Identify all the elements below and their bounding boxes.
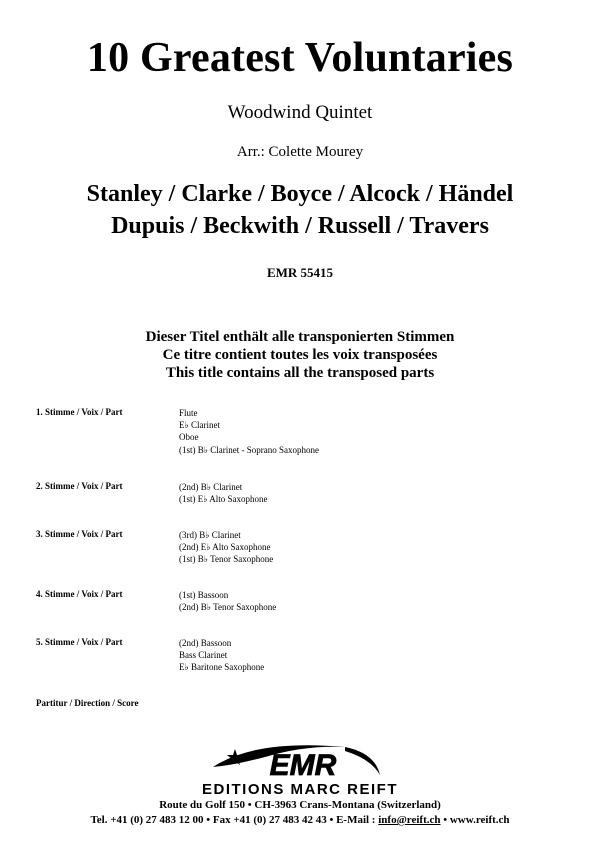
part-label: 4. Stimme / Voix / Part [36, 589, 123, 599]
emr-logo [195, 737, 405, 797]
instrument: (2nd) B♭ Clarinet [179, 482, 243, 492]
part-label: 3. Stimme / Voix / Part [36, 529, 123, 539]
logo-text: EMR [269, 749, 337, 782]
subtitle: Woodwind Quintet [227, 102, 373, 123]
publisher-address: Route du Golf 150 • CH-3963 Crans-Montana (Switzerland) [159, 799, 441, 811]
part-instruments [179, 589, 276, 613]
logo-swoosh-tail [345, 747, 380, 775]
instrument: (2nd) Bassoon [179, 638, 232, 648]
contact-phone-fax: Tel. +41 (0) 27 483 12 00 • Fax +41 (0) 27 483 42 43 • E-Mail : [90, 814, 379, 826]
notice-german: Dieser Titel enthält alle transponierten Stimmen [145, 329, 455, 345]
instrument: Oboe [179, 432, 199, 443]
instrument: (1st) Bassoon [179, 590, 229, 600]
composers-line-2: Dupuis / Beckwith / Russell / Travers [111, 213, 489, 239]
composers [0, 178, 600, 242]
contact-website[interactable]: • www.reift.ch [440, 814, 510, 826]
instrument: (3rd) B♭ Clarinet [179, 530, 241, 540]
notice-french: Ce titre contient toutes les voix transposées [162, 347, 438, 363]
composers-line-1: Stanley / Clarke / Boyce / Alcock / Händel [86, 181, 514, 207]
part-instruments [179, 481, 268, 505]
part-instruments [179, 407, 319, 456]
instrument: E♭ Baritone Saxophone [179, 662, 265, 673]
instrument: (1st) B♭ Tenor Saxophone [179, 554, 274, 565]
part-instruments [179, 529, 273, 566]
title: 10 Greatest Voluntaries [86, 35, 514, 81]
instrument: (2nd) E♭ Alto Saxophone [179, 542, 271, 553]
instrument: Flute [179, 408, 198, 418]
arranger: Arr.: Colette Mourey [236, 144, 364, 160]
instrument: (1st) B♭ Clarinet - Soprano Saxophone [179, 444, 319, 455]
part-instruments [179, 637, 264, 674]
instrument: (2nd) B♭ Tenor Saxophone [179, 602, 277, 613]
score-label: Partitur / Direction / Score [36, 698, 139, 708]
part-label: 5. Stimme / Voix / Part [36, 637, 123, 647]
part-label: 2. Stimme / Voix / Part [36, 481, 123, 491]
instrument: E♭ Clarinet [179, 420, 220, 431]
part-label: 1. Stimme / Voix / Part [36, 407, 123, 417]
notice-english: This title contains all the transposed parts [165, 365, 435, 381]
transposed-parts-notice [0, 328, 600, 382]
email-link[interactable]: info@reift.ch [378, 814, 441, 826]
publisher-name: EDITIONS MARC REIFT [202, 781, 398, 797]
publisher-contact [0, 814, 600, 826]
instrument: (1st) E♭ Alto Saxophone [179, 494, 268, 505]
instrument: Bass Clarinet [179, 650, 228, 661]
catalog-number: EMR 55415 [266, 265, 334, 280]
